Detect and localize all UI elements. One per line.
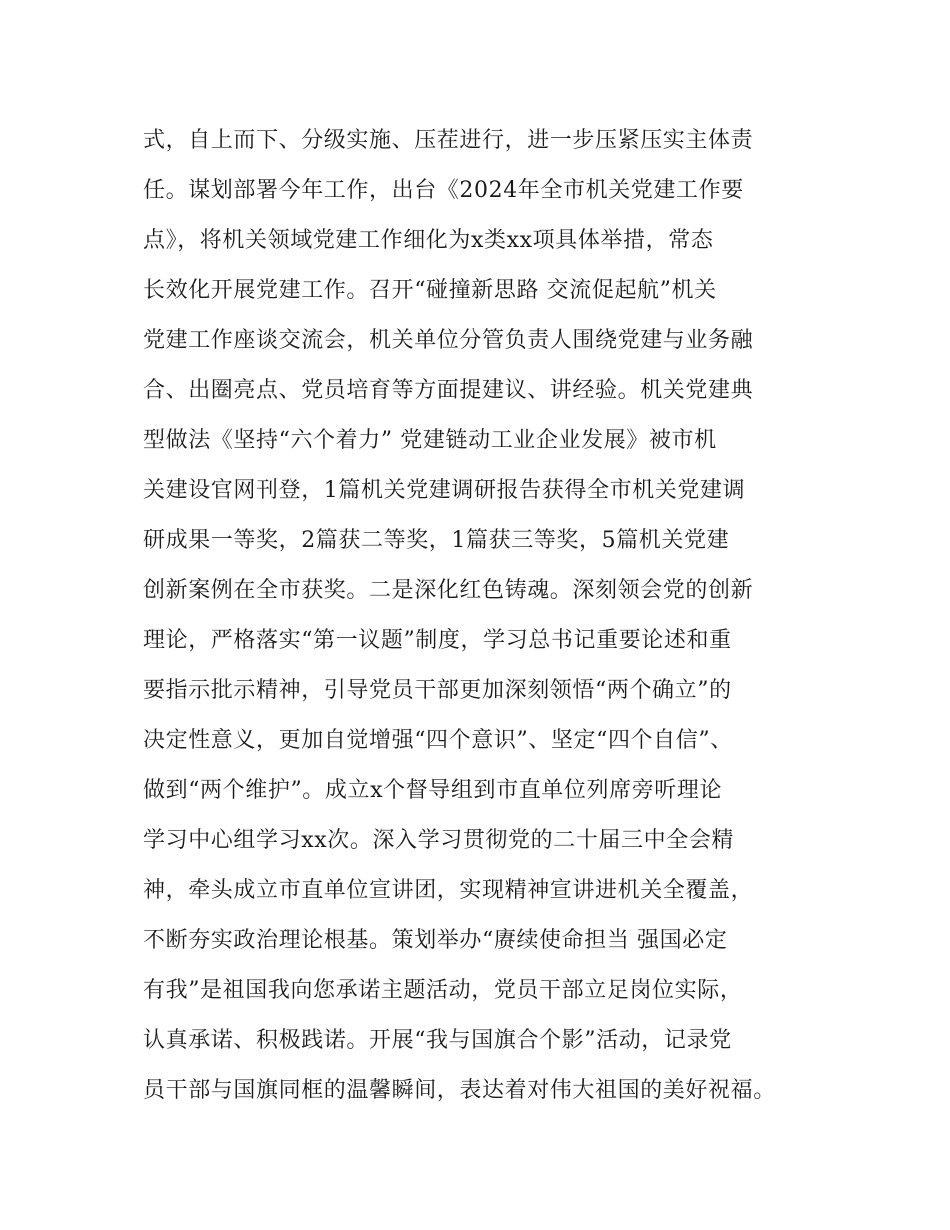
text-line: 理论，严格落实“第一议题”制度，学习总书记重要论述和重 (143, 628, 732, 653)
text-line: 学习中心组学习xx次。深入学习贯彻党的二十届三中全会精 (143, 828, 735, 853)
text-line: 关建设官网刊登，1篇机关党建调研报告获得全市机关党建调 (143, 478, 746, 503)
text-line: 神，牵头成立市直单位宣讲团，实现精神宣讲进机关全覆盖， (143, 878, 754, 903)
text-line: 创新案例在全市获奖。二是深化红色铸魂。深刻领会党的创新 (143, 578, 754, 603)
text-line: 任。谋划部署今年工作，出台《2024年全市机关党建工作要 (143, 178, 744, 203)
text-line: 有我”是祖国我向您承诺主题活动，党员干部立足岗位实际， (143, 978, 743, 1003)
text-line: 长效化开展党建工作。召开“碰撞新思路 交流促起航”机关 (143, 278, 717, 303)
text-line: 党建工作座谈交流会，机关单位分管负责人围绕党建与业务融 (143, 328, 754, 353)
text-line: 研成果一等奖，2篇获二等奖，1篇获三等奖，5篇机关党建 (143, 528, 730, 553)
text-line: 认真承诺、积极践诺。开展“我与国旗合个影”活动，记录党 (143, 1028, 732, 1053)
text-line: 员干部与国旗同框的温馨瞬间，表达着对伟大祖国的美好祝福。 (143, 1078, 776, 1103)
text-line: 型做法《坚持“六个着力” 党建链动工业企业发展》被市机 (143, 428, 717, 453)
text-line: 决定性意义，更加自觉增强“四个意识”、坚定“四个自信”、 (143, 728, 733, 753)
text-line: 合、出圈亮点、党员培育等方面提建议、讲经验。机关党建典 (143, 378, 754, 403)
text-line: 点》，将机关领域党建工作细化为x类xx项具体举措，常态 (143, 228, 714, 253)
text-line: 要指示批示精神，引导党员干部更加深刻领悟“两个确立”的 (143, 678, 732, 703)
text-line: 做到“两个维护”。成立x个督导组到市直单位列席旁听理论 (143, 778, 723, 803)
text-line: 式，自上而下、分级实施、压茬进行，进一步压紧压实主体责 (143, 128, 754, 153)
text-line: 不断夯实政治理论根基。策划举办“赓续使命担当 强国必定 (143, 928, 728, 953)
